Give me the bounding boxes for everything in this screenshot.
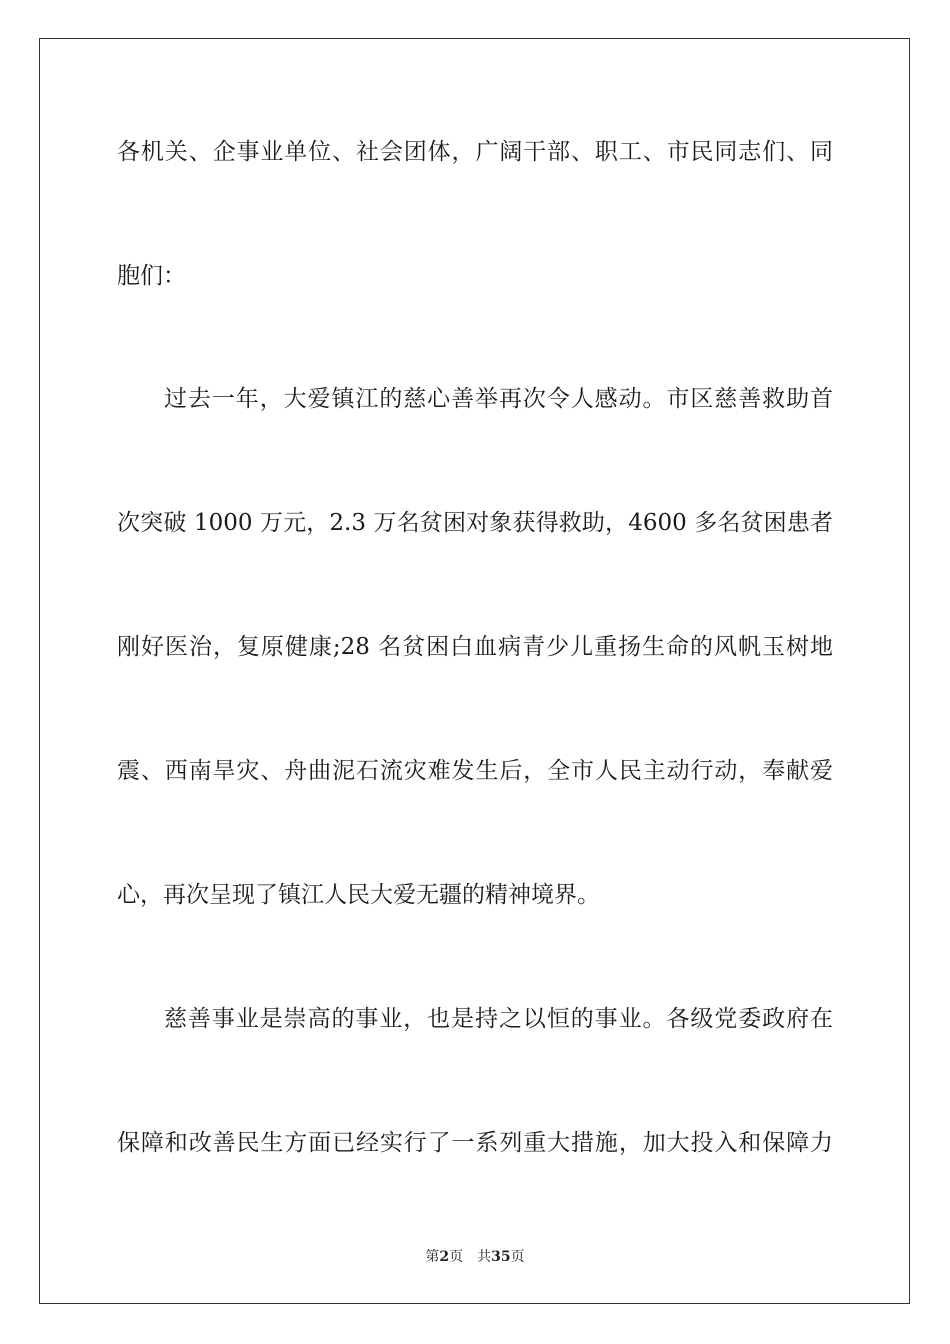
page-footer: [0, 1248, 950, 1266]
page-prefix: 第: [425, 1249, 440, 1265]
page-number: 2: [439, 1249, 450, 1265]
paragraph-2-line-3: 刚好医治，复原健康;28 名贫困白血病青少儿重扬生命的风帆玉树地: [117, 634, 833, 660]
page-suffix: 页: [449, 1249, 464, 1265]
total-pages: 35: [491, 1249, 511, 1265]
total-suffix: 页: [510, 1249, 525, 1265]
body-line-2: 胞们：: [117, 263, 186, 289]
page-frame: [39, 38, 910, 1304]
paragraph-2-line-5: 心，再次呈现了镇江人民大爱无疆的精神境界。: [117, 882, 600, 908]
paragraph-2-line-4: 震、西南旱灾、舟曲泥石流灾难发生后，全市人民主动行动，奉献爱: [117, 758, 833, 784]
total-prefix: 共: [477, 1249, 492, 1265]
body-line-1: 各机关、企事业单位、社会团体，广阔干部、职工、市民同志们、同: [117, 139, 833, 165]
paragraph-3-line-2: 保障和改善民生方面已经实行了一系列重大措施，加大投入和保障力: [117, 1130, 833, 1156]
paragraph-3-line-1: 慈善事业是崇高的事业，也是持之以恒的事业。各级党委政府在: [164, 1006, 833, 1032]
paragraph-2-line-2: 次突破 1000 万元，2.3 万名贫困对象获得救助，4600 多名贫困患者: [117, 510, 833, 536]
paragraph-2-line-1: 过去一年，大爱镇江的慈心善举再次令人感动。市区慈善救助首: [164, 386, 833, 412]
